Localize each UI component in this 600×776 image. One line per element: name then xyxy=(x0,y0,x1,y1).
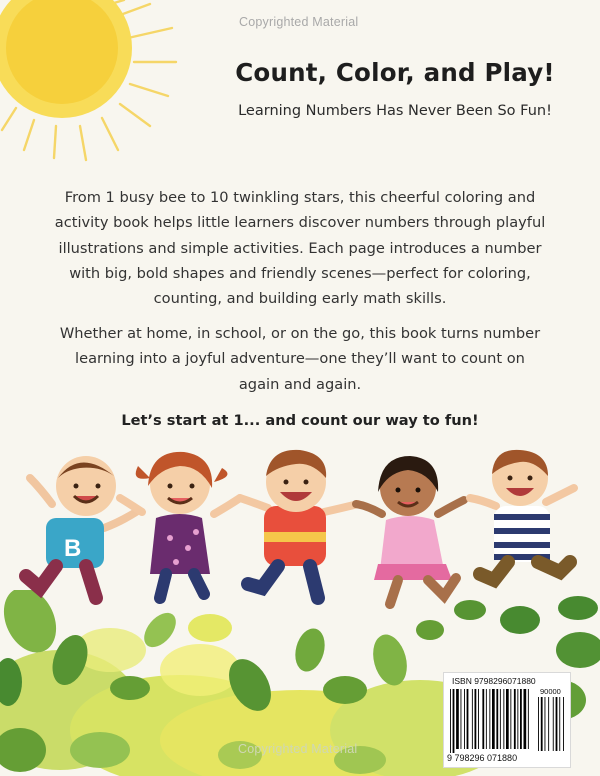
price-code: 90000 xyxy=(540,687,561,696)
barcode-bars xyxy=(444,687,570,753)
sun-illustration xyxy=(0,0,190,170)
description-paragraph-1 xyxy=(28,185,572,311)
page-subtitle: Learning Numbers Has Never Been So Fun! xyxy=(238,103,552,119)
isbn-digits: 9 798296 071880 xyxy=(447,753,518,763)
child-1 xyxy=(26,456,136,598)
text-line: again and again. xyxy=(238,375,362,393)
isbn-label: ISBN 9798296071880 xyxy=(452,676,536,686)
children-illustration xyxy=(0,448,600,628)
page-title: Count, Color, and Play! xyxy=(235,58,555,87)
tagline: Let’s start at 1... and count our way to fun! xyxy=(121,412,479,429)
description-paragraph-2 xyxy=(28,321,572,397)
child-5 xyxy=(470,450,574,580)
isbn-barcode xyxy=(443,672,571,768)
text-line: activity book helps little learners discover numbers through playful xyxy=(54,214,546,232)
watermark-bottom: Copyrighted Material xyxy=(238,742,358,756)
text-line: From 1 busy bee to 10 twinkling stars, this cheerful coloring and xyxy=(64,189,536,206)
text-line: Whether at home, in school, or on the go, this book turns number xyxy=(59,325,541,342)
child-3 xyxy=(240,450,358,598)
text-line: illustrations and simple activities. Each page introduces a number xyxy=(58,239,542,257)
text-line: counting, and building early math skills. xyxy=(153,290,447,308)
child-4 xyxy=(356,456,464,604)
text-line: learning into a joyful adventure—one they’ll want to count on xyxy=(75,350,525,368)
text-line: with big, bold shapes and friendly scenes—perfect for coloring, xyxy=(69,264,531,282)
child-2 xyxy=(120,452,240,598)
shirt-letter: B xyxy=(64,535,82,562)
watermark-top: Copyrighted Material xyxy=(239,15,359,29)
